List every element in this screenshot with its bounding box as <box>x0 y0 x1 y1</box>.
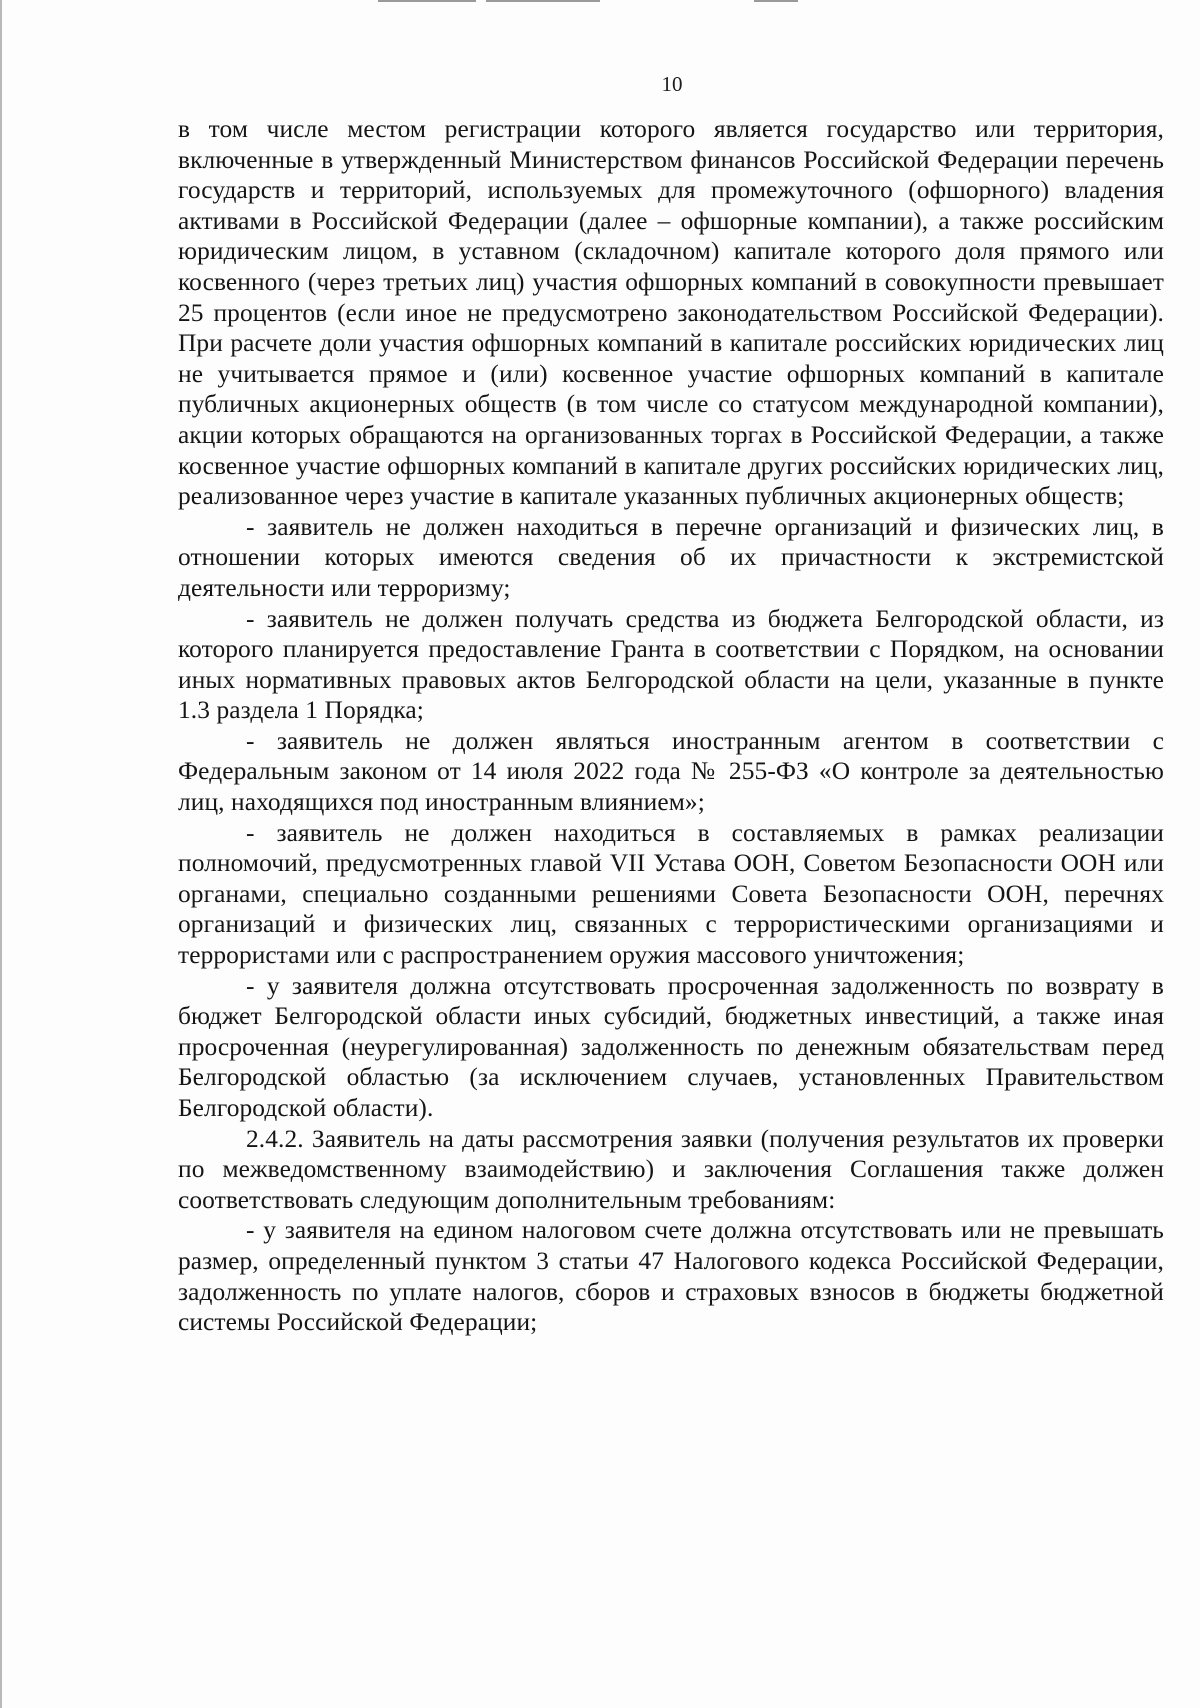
paragraph-foreign-agent: - заявитель не должен являться иностранным агентом в соответствии с Федеральным законом от 14 июля 2022 года № 255-ФЗ «О контроле за деятельностью лиц, находящихся под иностранным влиянием»; <box>178 726 1164 817</box>
paragraph-un-security-council: - заявитель не должен находиться в составляемых в рамках реализации полномочий, предусмотренных главой VII Устава ООН, Советом Безопасности ООН или органами, специально созданными решениями Совета Безопасности ООН, перечнях организаций и физических лиц, связанных с террористическими организациями и террористами или с распространением оружия массового уничтожения; <box>178 818 1164 970</box>
paragraph-regional-budget: - заявитель не должен получать средства из бюджета Белгородской области, из которого планируется предоставление Гранта в соответствии с Порядком, на основании иных нормативных правовых актов Белгородской области на цели, указанные в пункте 1.3 раздела 1 Порядка; <box>178 604 1164 725</box>
page-number: 10 <box>661 72 683 96</box>
paragraph-offshore-continuation: в том числе местом регистрации которого является государство или территория, включенные в утвержденный Министерством финансов Российской Федерации перечень государств и территорий, используемых для промежуточного (офшорного) владения активами в Российской Федерации (далее – офшорные компании), а также российским юридическим лицом, в уставном (складочном) капитале которого доля прямого или косвенного (через третьих лиц) участия офшорных компаний в совокупности превышает 25 процентов (если иное не предусмотрено законодательством Российской Федерации). При расчете доли участия офшорных компаний в капитале российских юридических лиц не учитывается прямое и (или) косвенное участие офшорных компаний в капитале публичных акционерных обществ (в том числе со статусом международной компании), акции которых обращаются на организованных торгах в Российской Федерации, а также косвенное участие офшорных компаний в капитале других российских юридических лиц, реализованное через участие в капитале указанных публичных акционерных обществ; <box>178 115 1164 511</box>
paragraph-extremism-list: - заявитель не должен находиться в перечне организаций и физических лиц, в отношении которых имеются сведения об их причастности к экстремистской деятельности или терроризму; <box>178 512 1164 602</box>
paragraph-tax-account: - у заявителя на едином налоговом счете должна отсутствовать или не превышать размер, определенный пунктом 3 статьи 47 Налогового кодекса Российской Федерации, задолженность по уплате налогов, сборов и страховых взносов в бюджеты бюджетной системы Российской Федерации; <box>178 1216 1164 1337</box>
scan-artifact-line <box>754 0 798 2</box>
paragraph-section-2-4-2: 2.4.2. Заявитель на даты рассмотрения заявки (получения результатов их проверки по межведомственному взаимодействию) и заключения Соглашения также должен соответствовать следующим дополнительным требованиям: <box>178 1124 1164 1214</box>
scan-artifact-line <box>378 0 476 2</box>
paragraph-overdue-debt: - у заявителя должна отсутствовать просроченная задолженность по возврату в бюджет Белгородской области иных субсидий, бюджетных инвестиций, а также иная просроченная (неурегулированная) задолженность по денежным обязательствам перед Белгородской областью (за исключением случаев, установленных Правительством Белгородской области). <box>178 971 1164 1122</box>
document-body <box>178 114 1164 1338</box>
scan-artifact-line <box>486 0 600 2</box>
